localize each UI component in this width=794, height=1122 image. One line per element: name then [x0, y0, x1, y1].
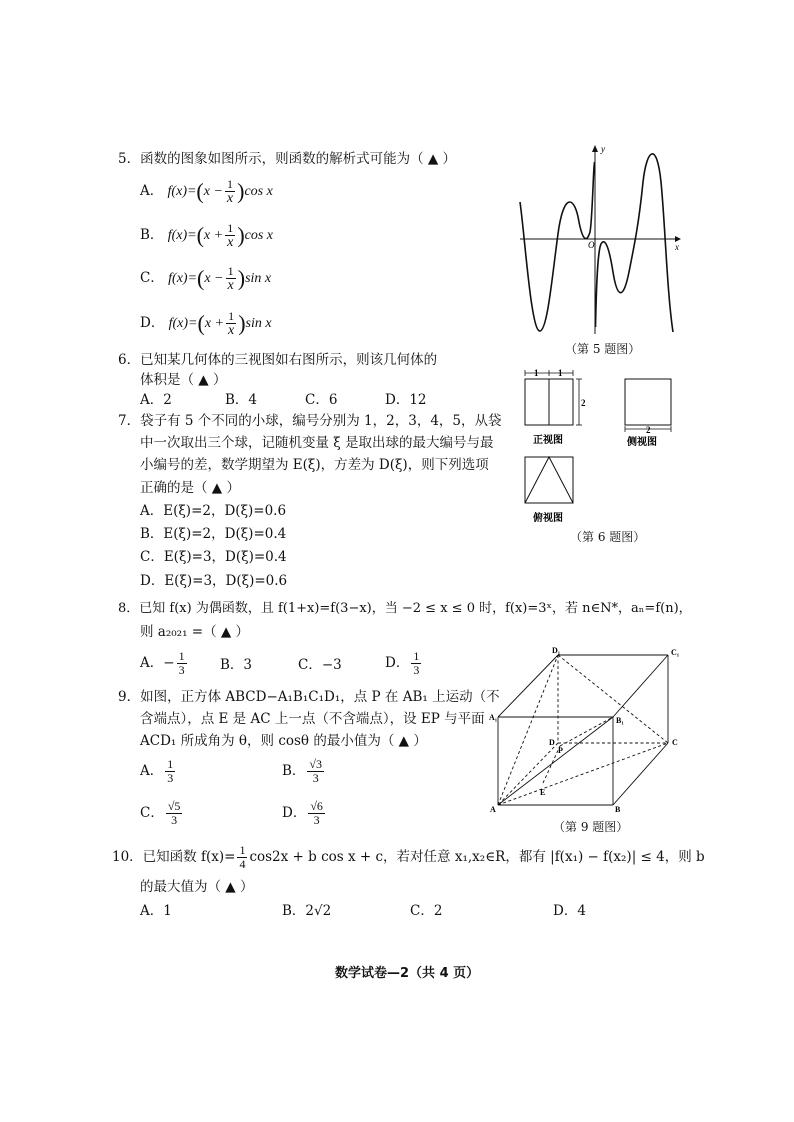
- q5-option-b: B． f(x)=(x + $\frac{1}{x}$ )cos x: [140, 221, 274, 250]
- svg-text:D₁: D₁: [552, 646, 561, 655]
- q8-option-c: C．−3: [298, 657, 342, 673]
- q6-option-b: B．4: [225, 392, 258, 408]
- q9-line1: 9．如图，正方体 ABCD−A₁B₁C₁D₁，点 P 在 AB₁ 上运动（不: [118, 689, 500, 705]
- top-view: [525, 457, 573, 524]
- svg-text:D: D: [549, 738, 555, 747]
- q6-option-a: A．2: [140, 392, 172, 408]
- q9-line2: 含端点），点 E 是 AC 上一点（不含端点），设 EP 与平面: [140, 711, 485, 727]
- q9-option-b: B． $\frac{√3}{3}$: [282, 757, 323, 785]
- q7-option-b: B．E(ξ)=2，D(ξ)=0.4: [140, 526, 287, 542]
- q8-option-b: B．3: [220, 657, 253, 673]
- q6-option-d: D．12: [385, 392, 427, 408]
- page-footer: 数学试卷—2（共 4 页）: [335, 966, 480, 981]
- q8-option-d: D． $\frac{1}{3}$: [385, 649, 420, 677]
- svg-text:侧视图: 侧视图: [627, 437, 657, 448]
- q5-function-graph: [515, 142, 685, 337]
- q6-figure-caption: （第 6 题图）: [570, 530, 646, 544]
- svg-text:俯视图: 俯视图: [533, 513, 563, 524]
- q9-line3: ACD₁ 所成角为 θ，则 cosθ 的最小值为（ ▲ ）: [140, 733, 427, 749]
- svg-text:2: 2: [646, 425, 651, 435]
- q10-option-a: A．1: [140, 903, 172, 919]
- x-axis-label: x: [675, 242, 679, 252]
- y-axis-label: y: [601, 144, 605, 154]
- q9-figure-caption: （第 9 题图）: [553, 820, 629, 834]
- q7-option-c: C．E(ξ)=3，D(ξ)=0.4: [140, 549, 287, 565]
- q7-option-a: A．E(ξ)=2，D(ξ)=0.6: [140, 503, 287, 519]
- side-view: [625, 379, 671, 448]
- svg-text:2: 2: [581, 398, 586, 408]
- q5-option-c: C． f(x)=(x − $\frac{1}{x}$ )sin x: [140, 264, 272, 293]
- svg-text:B: B: [615, 805, 621, 814]
- q6-three-views: [515, 365, 690, 525]
- svg-text:正视图: 正视图: [533, 435, 563, 446]
- q8-option-a: A．− $\frac{1}{3}$: [140, 649, 185, 677]
- q9-option-c: C． $\frac{√5}{3}$: [140, 799, 181, 827]
- q7-line4: 正确的是（ ▲ ）: [140, 480, 240, 496]
- svg-text:P: P: [558, 746, 563, 755]
- q6-stem-line1: 6．已知某几何体的三视图如右图所示，则该几何体的: [118, 352, 438, 368]
- q8-line2: 则 a₂₀₂₁ =（ ▲ ）: [140, 624, 250, 640]
- front-view: [525, 368, 586, 446]
- svg-text:A: A: [490, 805, 496, 814]
- q7-option-d: D．E(ξ)=3，D(ξ)=0.6: [140, 573, 288, 589]
- q8-line1: 8．已知 f(x) 为偶函数，且 f(1+x)=f(3−x)，当 −2 ≤ x ≤ 0 时，f(x)=3ˣ，若 n∈N*，aₙ=f(n)，: [118, 601, 692, 616]
- q6-stem-line2: 体积是（ ▲ ）: [140, 372, 227, 388]
- q10-option-b: B．2√2: [282, 903, 332, 919]
- svg-text:B₁: B₁: [616, 716, 624, 725]
- q10-option-d: D．4: [553, 903, 586, 919]
- svg-text:E: E: [540, 788, 546, 797]
- q7-line3: 小编号的差，数学期望为 E(ξ)，方差为 D(ξ)，则下列选项: [140, 457, 489, 473]
- q5-option-d: D． f(x)=(x + $\frac{1}{x}$ )sin x: [140, 309, 272, 338]
- q7-line2: 中一次取出三个球，记随机变量 ξ 是取出球的最大编号与最: [140, 435, 494, 451]
- y-axis-arrow: [592, 145, 598, 152]
- q5-figure-caption: （第 5 题图）: [565, 342, 641, 356]
- q9-cube-figure: [488, 645, 688, 815]
- q6-option-c: C．6: [305, 392, 338, 408]
- q9-option-d: D． $\frac{√6}{3}$: [282, 799, 323, 827]
- q5-option-a: A． f(x)=(x − $\frac{1}{x}$ )cos x: [140, 177, 273, 206]
- q10-option-c: C．2: [410, 903, 443, 919]
- svg-text:C₁: C₁: [671, 648, 680, 657]
- function-curve-right: [596, 154, 674, 332]
- function-curve-left: [520, 162, 595, 331]
- svg-text:A₁: A₁: [489, 713, 498, 722]
- origin-label: O: [588, 240, 595, 250]
- q10-line2: 的最大值为（ ▲ ）: [140, 879, 254, 895]
- q7-line1: 7．袋子有 5 个不同的小球，编号分别为 1，2，3，4，5，从袋: [118, 413, 502, 429]
- svg-text:1: 1: [534, 368, 539, 378]
- svg-text:C: C: [672, 738, 678, 747]
- svg-text:1: 1: [558, 368, 563, 378]
- q10-line1: 10．已知函数 f(x)= $\frac{1}{4}$ cos2x + b cos x + c，若对任意 x₁,x₂∈R，都有 |f(x₁) − f(x₂)| ≤ 4，则 b: [112, 843, 705, 871]
- q9-option-a: A． $\frac{1}{3}$: [140, 757, 174, 785]
- q5-stem: 5．函数的图象如图所示，则函数的解析式可能为（ ▲ ）: [118, 151, 457, 167]
